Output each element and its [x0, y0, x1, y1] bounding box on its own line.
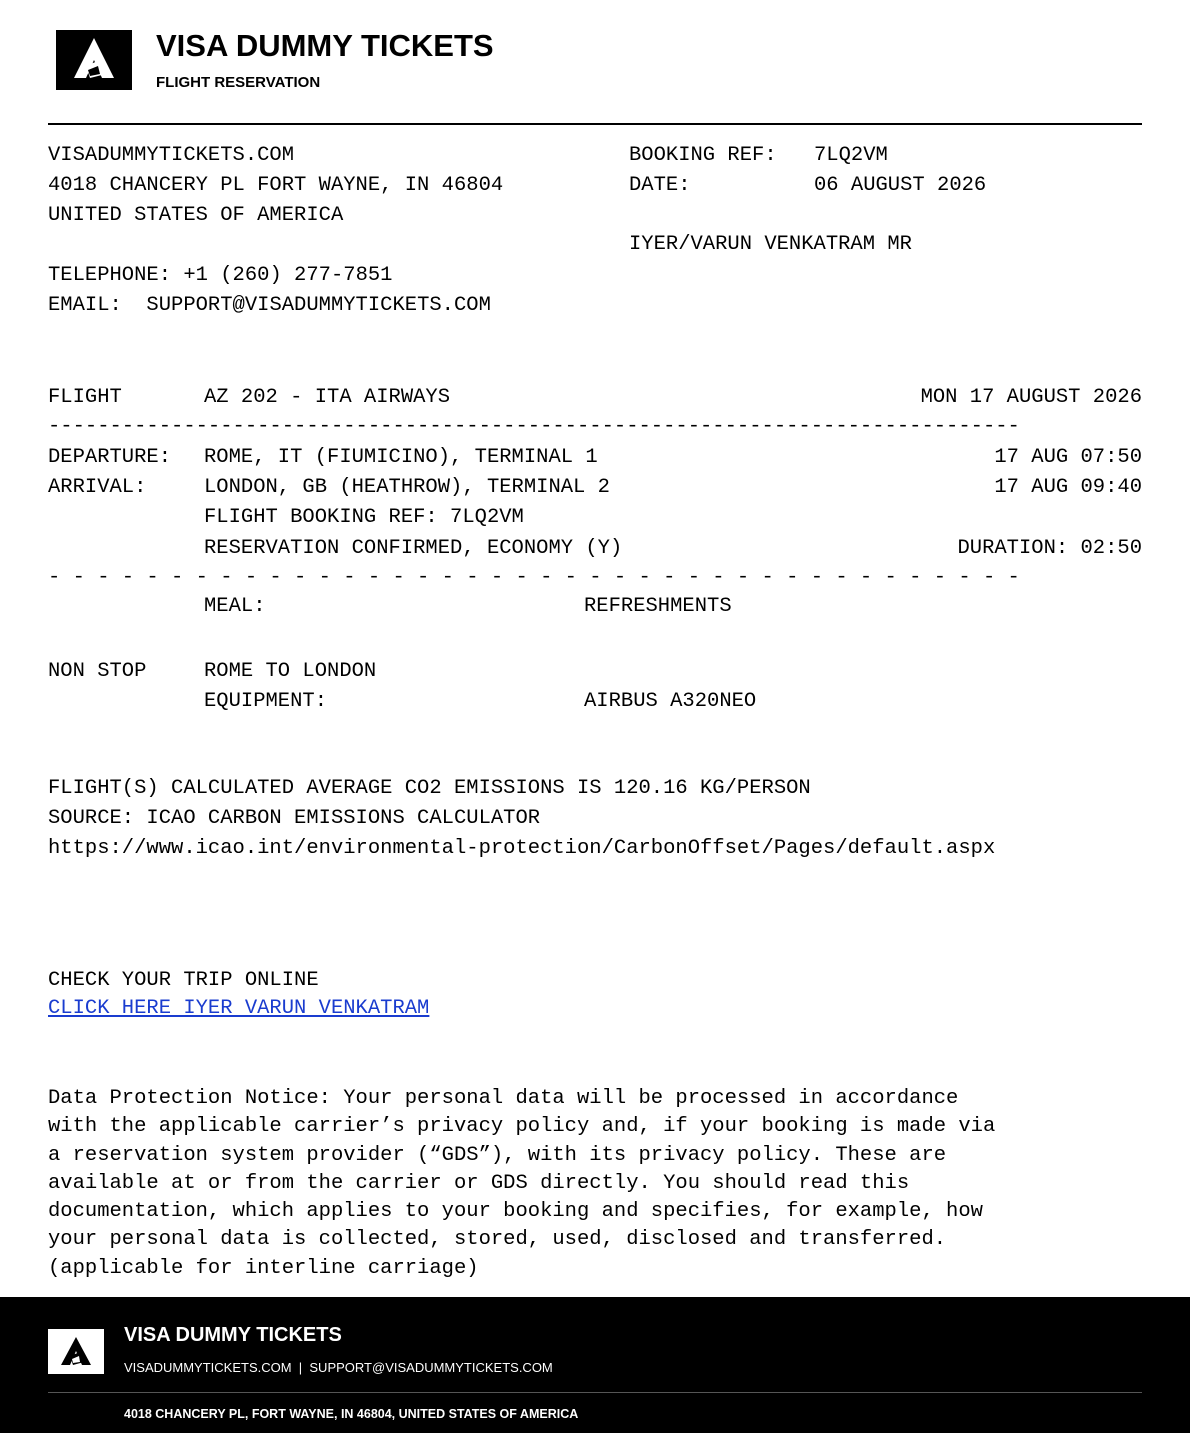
booking-ref-value: 7LQ2VM	[814, 144, 888, 167]
flight-label: FLIGHT	[48, 386, 122, 409]
trip-link[interactable]: CLICK HERE IYER VARUN VENKATRAM	[48, 997, 430, 1020]
dashed-separator: - - - - - - - - - - - - - - - - - - - - - - - - - - - - - - - - - - - - - - - -	[48, 566, 1020, 589]
footer-divider	[48, 1392, 1142, 1393]
agency-telephone	[48, 261, 392, 291]
meal-value: REFRESHMENTS	[584, 595, 732, 618]
equipment-value: AIRBUS A320NEO	[584, 690, 757, 713]
solid-separator: -------------------------------------------------------------------------------	[48, 415, 1020, 438]
departure-location: ROME, IT (FIUMICINO), TERMINAL 1	[204, 446, 598, 469]
brand-title: VISA DUMMY TICKETS	[156, 28, 494, 63]
passenger-name: IYER/VARUN VENKATRAM MR	[629, 233, 912, 256]
footer-contact: VISADUMMYTICKETS.COM | SUPPORT@VISADUMMYTICKETS.COM	[124, 1360, 553, 1375]
footer-logo	[48, 1329, 104, 1374]
header-divider	[48, 123, 1142, 125]
telephone-value: +1 (260) 277-7851	[183, 264, 393, 287]
data-protection-notice: Data Protection Notice: Your personal data will be processed in accordance with the applicable carrier’s privacy policy and, if your booking is made via a reservation system provider (“GDS”), with its privacy policy. These are available at or from the carrier or GDS directly. You should read this documentation, which applies to your booking and specifies, for example, how your personal data is collected, stored, used, disclosed and transferred. (applicable for interline carriage)	[48, 1087, 996, 1280]
document-subtitle: FLIGHT RESERVATION	[156, 74, 321, 91]
departure-label: DEPARTURE:	[48, 446, 172, 469]
trip-heading: CHECK YOUR TRIP ONLINE	[48, 969, 319, 992]
flight-date: MON 17 AUGUST 2026	[920, 386, 1142, 409]
meal-label: MEAL:	[204, 595, 266, 618]
equipment-label: EQUIPMENT:	[204, 690, 328, 713]
booking-date-value: 06 AUGUST 2026	[814, 174, 987, 197]
footer-logo-icon	[48, 1329, 104, 1374]
agency-address-line2: UNITED STATES OF AMERICA	[48, 204, 344, 227]
flight-number-airline: AZ 202 - ITA AIRWAYS	[204, 386, 451, 409]
emissions-source: SOURCE: ICAO CARBON EMISSIONS CALCULATOR	[48, 807, 541, 830]
booking-date-label: DATE:	[629, 174, 691, 197]
email-value: SUPPORT@VISADUMMYTICKETS.COM	[146, 294, 491, 317]
arrival-time: 17 AUG 09:40	[994, 476, 1142, 499]
departure-time: 17 AUG 07:50	[994, 446, 1142, 469]
arrival-location: LONDON, GB (HEATHROW), TERMINAL 2	[204, 476, 610, 499]
flight-duration: DURATION: 02:50	[957, 537, 1142, 560]
booking-ref-label: BOOKING REF:	[629, 144, 777, 167]
agency-email	[48, 291, 491, 321]
footer-address: 4018 CHANCERY PL, FORT WAYNE, IN 46804, UNITED STATES OF AMERICA	[124, 1407, 579, 1421]
telephone-label: TELEPHONE:	[48, 264, 172, 287]
email-label: EMAIL:	[48, 294, 122, 317]
flight-booking-ref: FLIGHT BOOKING REF: 7LQ2VM	[204, 506, 524, 529]
stops-info: NON STOP	[48, 660, 147, 683]
route-info: ROME TO LONDON	[204, 660, 377, 683]
agency-website: VISADUMMYTICKETS.COM	[48, 144, 295, 167]
brand-logo	[56, 30, 132, 90]
emissions-line: FLIGHT(S) CALCULATED AVERAGE CO2 EMISSIONS IS 120.16 KG/PERSON	[48, 777, 811, 800]
footer	[0, 1297, 1190, 1433]
footer-brand: VISA DUMMY TICKETS	[124, 1324, 342, 1346]
logo-icon	[56, 30, 132, 90]
emissions-url: https://www.icao.int/environmental-protection/CarbonOffset/Pages/default.aspx	[48, 837, 996, 860]
arrival-label: ARRIVAL:	[48, 476, 147, 499]
agency-address-line1: 4018 CHANCERY PL FORT WAYNE, IN 46804	[48, 174, 504, 197]
reservation-status: RESERVATION CONFIRMED, ECONOMY (Y)	[204, 537, 623, 560]
